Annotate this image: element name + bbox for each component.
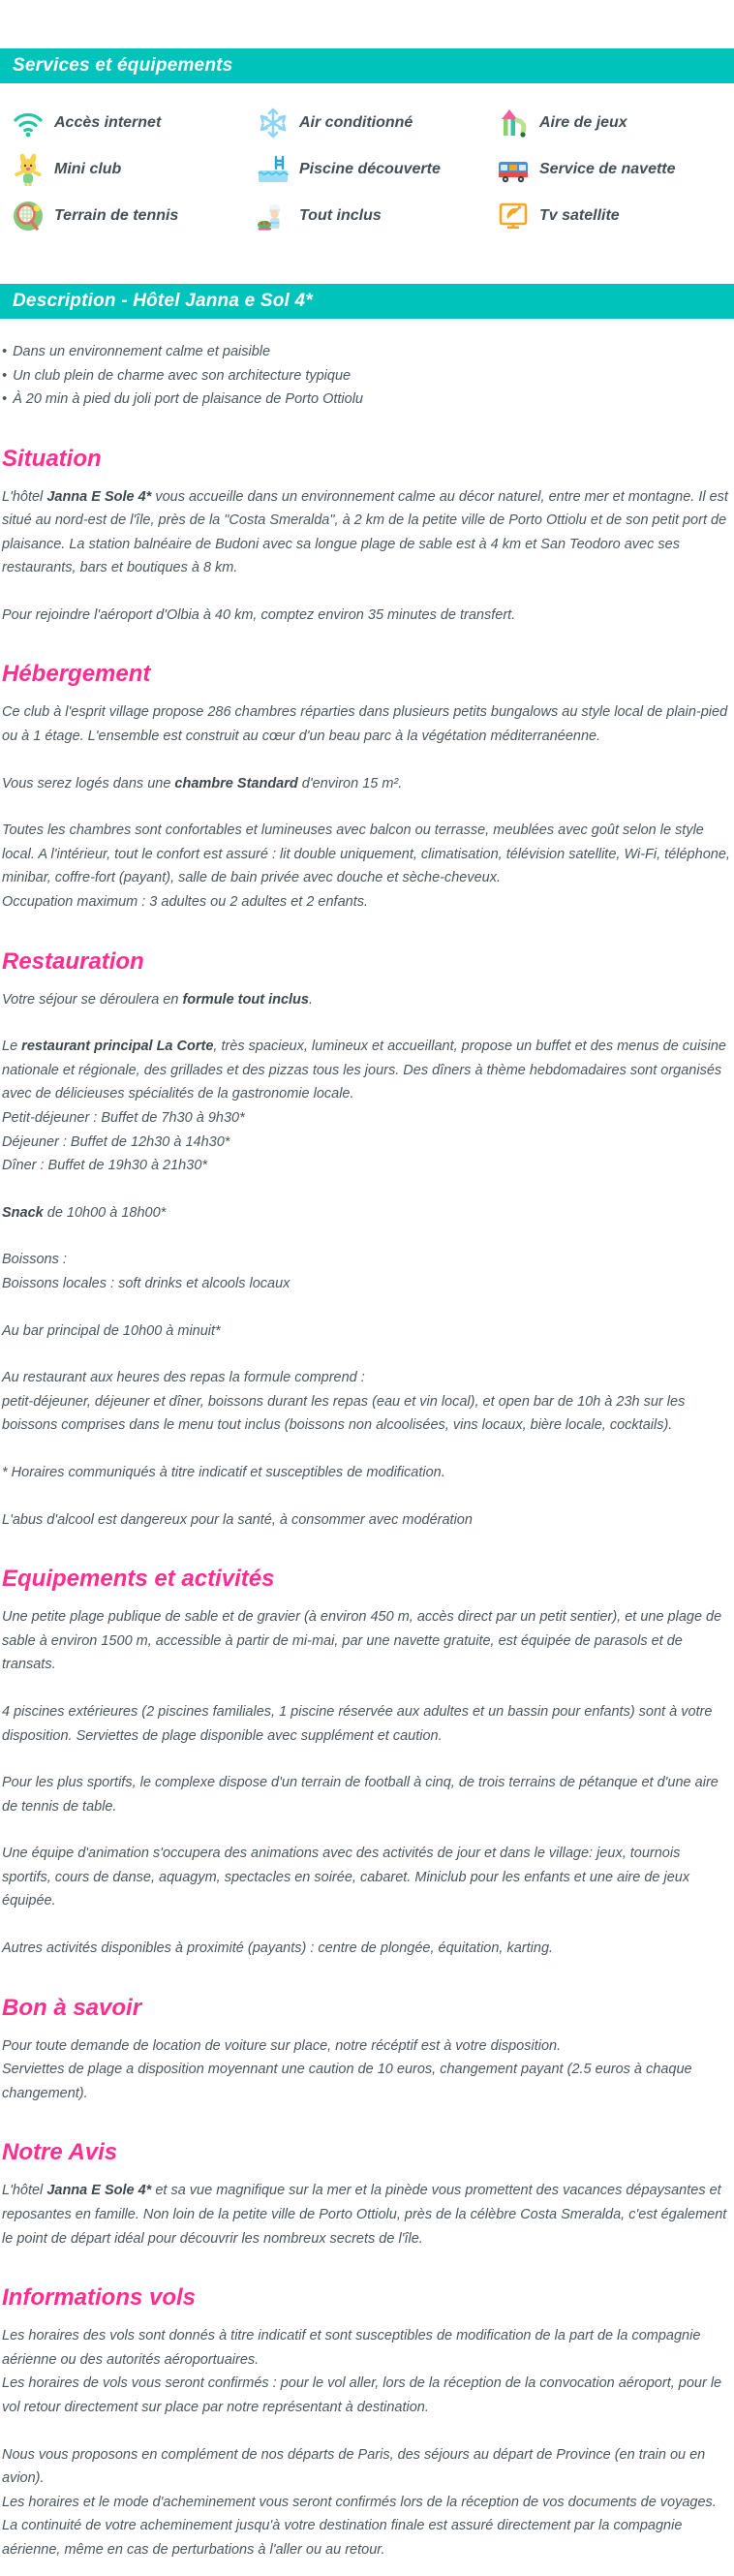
wifi-icon	[12, 107, 45, 140]
text-line	[2, 988, 732, 1012]
text-run: Serviettes de plage a disposition moyennant une caution de 10 euros, changement payant (2.5 euros à chaque changement).	[2, 2062, 692, 2101]
service-item	[12, 107, 257, 140]
text-line	[2, 604, 732, 628]
mini-club-mascot-icon	[12, 153, 45, 186]
section-heading: Bon à savoir	[2, 1994, 142, 2021]
paragraph-block	[2, 988, 732, 1012]
text-run: Pour rejoindre l'aéroport d'Olbia à 40 km, comptez environ 35 minutes de transfert.	[2, 606, 516, 623]
description-header-title: Description - Hôtel Janna e Sol 4*	[13, 291, 313, 311]
bullet-marker: •	[2, 367, 8, 384]
text-run: Boissons locales : soft drinks et alcools locaux	[2, 1275, 291, 1291]
bold-text-run: Janna E Sole 4*	[46, 488, 152, 505]
text-line	[2, 2491, 732, 2515]
service-label: Piscine découverte	[299, 161, 441, 177]
snowflake-icon	[257, 107, 290, 140]
text-line	[2, 700, 732, 748]
content-section	[2, 445, 732, 628]
description-sections	[0, 445, 734, 2576]
service-label: Aire de jeux	[539, 114, 627, 131]
paragraph-block	[2, 1366, 732, 1438]
text-run: Le	[2, 1039, 22, 1055]
section-heading: Situation	[2, 445, 102, 472]
bold-text-run: formule tout inclus	[182, 991, 309, 1008]
text-line	[2, 1272, 732, 1296]
playground-slide-icon	[497, 107, 530, 140]
text-run: L'abus d'alcool est dangereux pour la santé, à consommer avec modération	[2, 1511, 473, 1528]
text-line	[2, 1605, 732, 1677]
service-label: Accès internet	[54, 114, 162, 131]
text-run: , très spacieux, lumineux et accueillant, propose un buffet et des menus de cuisine nationale et régionale, des grillades et des pizzas tous les jours. Des dîners à thème hebdomadaires sont organisés avec de délicieuses spécialités de la gastronomie locale.	[2, 1039, 726, 1102]
bullet-text: Dans un environnement calme et paisible	[13, 344, 271, 359]
text-run: petit-déjeuner, déjeuner et dîner, boissons durant les repas (eau et vin local), et open bar de 10h à 23h sur les boissons comprises dans le menu tout inclus (boissons non alcoolisées, vins locaux, bière locale, cocktails).	[2, 1393, 686, 1434]
text-line	[2, 1106, 732, 1131]
text-line	[2, 1390, 732, 1438]
text-run: vous accueille dans un environnement calme au décor naturel, entre mer et montagne. Il est situé au nord-est de l'île, près de la "Costa Smeralda", à 2 km de la petite ville de Porto Ottiolu et de son petit port de plaisance. La station balnéaire de Budoni avec sa longue plage de sable est à 4 km et San Teodoro avec ses restaurants, bars et boutiques à 8 km.	[2, 488, 728, 576]
content-section	[2, 660, 732, 914]
paragraph-block	[2, 1700, 732, 1748]
description-bullet	[2, 364, 734, 388]
text-line	[2, 2372, 732, 2419]
text-run: Les horaires des vols sont donnés à titre indicatif et sont susceptibles de modification de la part de la compagnie aérienne ou des autorités aéroportuaires.	[2, 2328, 701, 2368]
text-line	[2, 485, 732, 580]
text-line	[2, 2443, 732, 2491]
text-line	[2, 1842, 732, 1913]
paragraph-block	[2, 1842, 732, 1913]
text-run: Toutes les chambres sont confortables et lumineuses avec balcon ou terrasse, meublées avec goût selon le style local. A l'intérieur, tout le confort est assuré : lit double uniquement, climatisation, télévision satellite, Wi-Fi, téléphone, minibar, coffre-fort (payant), salle de bain privée avec douche et sèche-cheveux.	[2, 822, 730, 886]
paragraph-block	[2, 1937, 732, 1961]
text-line	[2, 1700, 732, 1748]
section-heading: Informations vols	[2, 2284, 197, 2312]
service-item	[257, 200, 497, 233]
content-section	[2, 2138, 732, 2250]
services-header-title: Services et équipements	[13, 55, 233, 76]
section-heading: Restauration	[2, 947, 144, 975]
text-line	[2, 2324, 732, 2372]
text-run: Au restaurant aux heures des repas la formule comprend :	[2, 1370, 365, 1386]
service-item	[12, 153, 257, 186]
text-run: Au bar principal de 10h00 à minuit*	[2, 1322, 221, 1339]
paragraph-block	[2, 2443, 732, 2562]
content-section	[2, 947, 732, 1533]
text-line	[2, 1937, 732, 1961]
paragraph-block	[2, 819, 732, 914]
text-line	[2, 1366, 732, 1390]
text-line	[2, 1154, 732, 1178]
text-line	[2, 1035, 732, 1106]
paragraph-block	[2, 1461, 732, 1485]
service-label: Tout inclus	[299, 207, 382, 224]
service-item	[257, 153, 497, 186]
swimming-pool-icon	[257, 153, 290, 186]
text-line	[2, 1201, 732, 1226]
services-grid	[12, 107, 734, 233]
service-label: Service de navette	[539, 161, 676, 177]
description-bullet	[2, 388, 734, 412]
bold-text-run: Janna E Sole 4*	[46, 2183, 152, 2199]
bold-text-run: chambre Standard	[174, 775, 298, 791]
section-heading: Equipements et activités	[2, 1566, 275, 1593]
text-run: L'hôtel	[2, 488, 47, 505]
bullet-text: À 20 min à pied du joli port de plaisance de Porto Ottiolu	[13, 391, 363, 407]
text-run: 4 piscines extérieures (2 piscines familiales, 1 piscine réservée aux adultes et un bassin pour enfants) sont à votre disposition. Serviettes de plage disponible avec supplément et caution.	[2, 1703, 713, 1744]
section-heading: Hébergement	[2, 661, 151, 688]
text-run: Petit-déjeuner : Buffet de 7h30 à 9h30*	[2, 1110, 245, 1126]
paragraph-block	[2, 604, 732, 628]
service-label: Air conditionné	[299, 114, 413, 131]
paragraph-block	[2, 1508, 732, 1533]
text-run: Boissons :	[2, 1252, 67, 1268]
content-section	[2, 1565, 732, 1961]
paragraph-block	[2, 2179, 732, 2250]
paragraph-block	[2, 1319, 732, 1344]
description-bullet	[2, 340, 734, 364]
paragraph-block	[2, 772, 732, 796]
text-line	[2, 2034, 732, 2059]
text-run: et sa vue magnifique sur la mer et la pinède vous promettent des vacances dépaysantes et reposantes en famille. Non loin de la petite ville de Porto Ottiolu, près de la célèbre Costa Smeralda, c'est également le point de départ idéal pour découvrir les nombreux secrets de l'île.	[2, 2183, 727, 2247]
paragraph-block	[2, 1605, 732, 1677]
text-run: L'hôtel	[2, 2183, 47, 2199]
shuttle-bus-icon	[497, 153, 530, 186]
bullet-marker: •	[2, 391, 8, 407]
bold-text-run: Snack	[2, 1204, 44, 1221]
service-item	[497, 153, 734, 186]
text-run: Les horaires et le mode d'acheminement vous seront confirmés lors de la réception de vos documents de voyages.	[2, 2494, 717, 2510]
paragraph-block	[2, 1771, 732, 1818]
text-run: La continuité de votre acheminement jusqu'à votre destination finale est assuré directement par la compagnie aérienne, même en cas de perturbations à l'aller ou au retour.	[2, 2518, 683, 2558]
service-item	[497, 200, 734, 233]
text-run: d'environ 15 m².	[297, 775, 403, 791]
text-run: Déjeuner : Buffet de 12h30 à 14h30*	[2, 1133, 230, 1150]
service-label: Mini club	[54, 161, 122, 177]
text-line	[2, 1771, 732, 1818]
service-label: Terrain de tennis	[54, 207, 179, 224]
paragraph-block	[2, 2034, 732, 2106]
text-run: Dîner : Buffet de 19h30 à 21h30*	[2, 1158, 208, 1174]
text-run: Les horaires de vols vous seront confirmés : pour le vol aller, lors de la réception de la convocation aéroport, pour le vol retour directement sur place par notre représentant à destination.	[2, 2375, 722, 2415]
paragraph-block	[2, 700, 732, 748]
text-run: Une petite plage publique de sable et de gravier (à environ 450 m, accès direct par un petit sentier), et une plage de sable à environ 1500 m, accessible à partir de mi-mai, par une navette gratuite, est équipée de parasols et de transats.	[2, 1609, 722, 1673]
paragraph-block	[2, 485, 732, 580]
content-section	[2, 1994, 732, 2106]
text-line	[2, 1131, 732, 1155]
text-line	[2, 1508, 732, 1533]
text-line	[2, 2179, 732, 2250]
text-run: Occupation maximum : 3 adultes ou 2 adultes et 2 enfants.	[2, 894, 369, 911]
service-label: Tv satellite	[539, 207, 620, 224]
bullet-marker: •	[2, 344, 8, 359]
description-header-bar	[0, 284, 734, 319]
text-run: de 10h00 à 18h00*	[43, 1204, 167, 1221]
text-run: .	[308, 991, 313, 1008]
description-bullet-list	[2, 340, 734, 412]
section-heading: Notre Avis	[2, 2139, 118, 2166]
paragraph-block	[2, 2324, 732, 2419]
tv-satellite-icon	[497, 200, 530, 233]
text-line	[2, 1461, 732, 1485]
text-line	[2, 772, 732, 796]
text-line	[2, 819, 732, 890]
text-run: Votre séjour se déroulera en	[2, 991, 183, 1008]
paragraph-block	[2, 1035, 732, 1178]
bullet-text: Un club plein de charme avec son architecture typique	[13, 367, 352, 384]
tennis-racket-icon	[12, 200, 45, 233]
service-item	[257, 107, 497, 140]
text-line	[2, 2514, 732, 2561]
text-run: * Horaires communiqués à titre indicatif et susceptibles de modification.	[2, 1464, 445, 1480]
bold-text-run: restaurant principal La Corte	[21, 1039, 214, 1055]
service-item	[497, 107, 734, 140]
text-line	[2, 2058, 732, 2105]
paragraph-block	[2, 1201, 732, 1226]
text-run: Autres activités disponibles à proximité (payants) : centre de plongée, équitation, karting.	[2, 1940, 554, 1957]
text-run: Une équipe d'animation s'occupera des animations avec des activités de jour et dans le village: jeux, tournois sportifs, cours de danse, aquagym, spectacles en soirée, cabaret. Miniclub pour les enfants et une aire de jeux équipée.	[2, 1846, 690, 1909]
text-line	[2, 890, 732, 915]
chef-icon	[257, 200, 290, 233]
services-header-bar	[0, 48, 734, 83]
text-run: Nous vous proposons en complément de nos départs de Paris, des séjours au départ de Province (en train ou en avion).	[2, 2446, 706, 2487]
text-line	[2, 1319, 732, 1344]
text-run: Pour les plus sportifs, le complexe dispose d'un terrain de football à cinq, de trois terrains de pétanque et d'une aire de tennis de table.	[2, 1775, 719, 1815]
text-run: Vous serez logés dans une	[2, 775, 175, 791]
text-line	[2, 1248, 732, 1272]
text-run: Pour toute demande de location de voiture sur place, notre récéptif est à votre disposition.	[2, 2037, 562, 2054]
service-item	[12, 200, 257, 233]
content-section	[2, 2283, 732, 2561]
text-run: Ce club à l'esprit village propose 286 chambres réparties dans plusieurs petits bungalows au style local de plain-pied ou à 1 étage. L'ensemble est construit au cœur d'un beau parc à la végétation méditerranéenne.	[2, 704, 728, 745]
paragraph-block	[2, 1248, 732, 1295]
